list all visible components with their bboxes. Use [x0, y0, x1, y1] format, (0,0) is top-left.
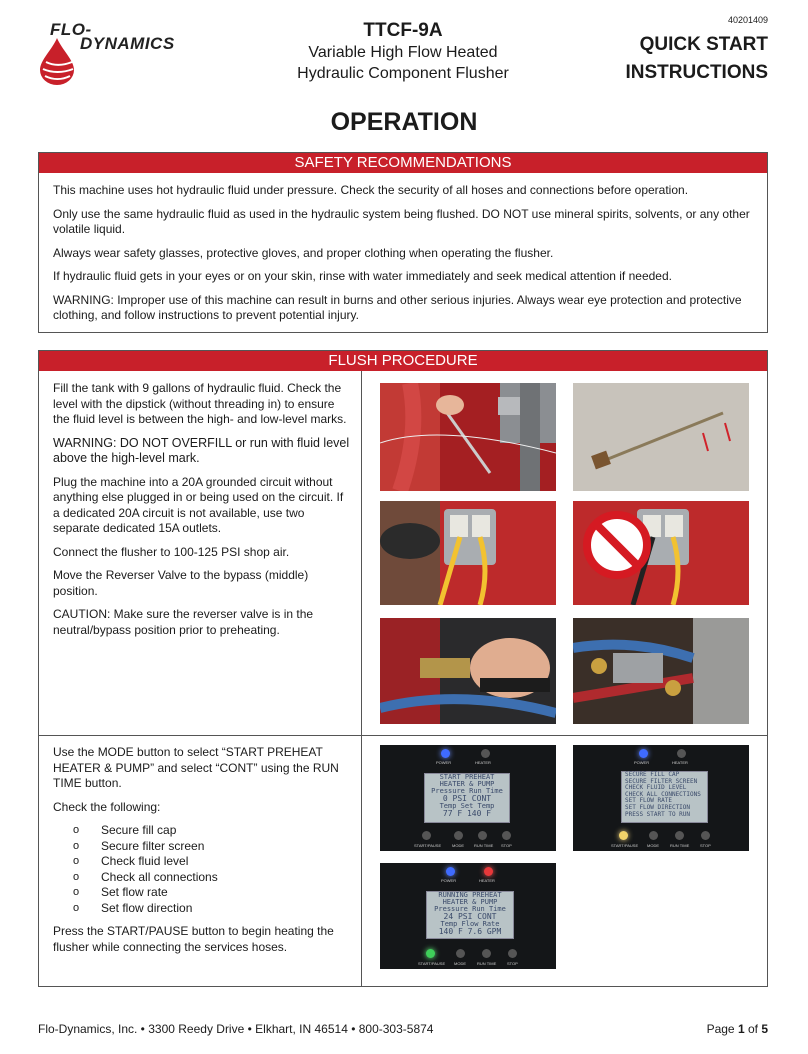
- page-prefix: Page: [706, 1022, 738, 1036]
- subtitle-line-2: Hydraulic Component Flusher: [297, 65, 509, 82]
- lcd-screen: [426, 891, 514, 939]
- lcd-line: Temp Set Temp: [439, 802, 495, 810]
- photo-valve-closeup: [573, 618, 749, 724]
- lcd-line: Pressure Run Time: [431, 787, 503, 795]
- step1-paragraph: Connect the flusher to 100-125 PSI shop air.: [53, 544, 290, 559]
- lcd-line: START PREHEAT: [439, 773, 495, 781]
- run-time-label: RUN TIME: [477, 961, 497, 966]
- start-pause-label: START/PAUSE: [418, 961, 446, 966]
- stop-button: [508, 949, 517, 958]
- photo-reverser-valve-hand: [380, 618, 556, 724]
- power-label: POWER: [436, 760, 452, 765]
- checklist-item: o Secure fill cap: [73, 823, 353, 839]
- photo-outlets: [380, 501, 556, 605]
- power-label: POWER: [441, 878, 457, 883]
- step1-paragraph: Fill the tank with 9 gallons of hydraulic fluid. Check the level with the dipstick (without threading in) to ensure the fluid level is between the high- and low-level marks.: [53, 381, 347, 426]
- model-number: TTCF-9A: [363, 20, 443, 41]
- row-divider: [39, 735, 767, 736]
- lcd-line: CHECK ALL CONNECTIONS: [625, 790, 701, 798]
- control-panel-preheat: [380, 745, 556, 851]
- checklist-item: o Set flow rate: [73, 885, 353, 901]
- step2-text: [53, 745, 353, 963]
- start-pause-label: START/PAUSE: [414, 843, 442, 848]
- lcd-line: SECURE FILTER SCREEN: [625, 777, 698, 785]
- footer-address: Flo-Dynamics, Inc. • 3300 Reedy Drive • Elkhart, IN 46514 • 800-303-5874: [38, 1022, 434, 1036]
- photo-outlets-prohibited: [573, 501, 749, 605]
- lcd-line: SET FLOW RATE: [625, 797, 672, 805]
- stop-button: [502, 831, 511, 840]
- run-time-label: RUN TIME: [670, 843, 690, 848]
- heater-led-icon: [481, 749, 490, 758]
- step2-check: Check the following:: [53, 799, 161, 814]
- power-label: POWER: [634, 760, 650, 765]
- step1-text: [53, 381, 353, 646]
- safety-paragraph: If hydraulic fluid gets in your eyes or on your skin, rinse with water immediately and seek medical attention if needed.: [53, 269, 672, 283]
- mode-button: [649, 831, 658, 840]
- checklist-item: o Secure filter screen: [73, 839, 353, 855]
- checklist: [73, 823, 353, 916]
- page-heading: OPERATION: [330, 108, 478, 136]
- run-time-label: RUN TIME: [474, 843, 494, 848]
- stop-label: STOP: [501, 843, 512, 848]
- safety-paragraph: Always wear safety glasses, protective gloves, and proper clothing when operating the flusher.: [53, 245, 554, 260]
- step1-caution: CAUTION: Make sure the reverser valve is in the neutral/bypass position prior to preheating.: [53, 607, 314, 637]
- current-page: 1: [737, 1022, 745, 1036]
- mode-label: MODE: [454, 961, 466, 966]
- start-pause-button: [426, 949, 435, 958]
- start-pause-button: [619, 831, 628, 840]
- step1-warning: WARNING: DO NOT OVERFILL or run with fluid level above the high-level mark.: [53, 435, 350, 465]
- lcd-line: 77 F 140 F: [442, 809, 492, 818]
- safety-heading: SAFETY RECOMMENDATIONS: [39, 153, 767, 173]
- step1-paragraph: Move the Reverser Valve to the bypass (middle) position.: [53, 568, 309, 598]
- lcd-line: HEATER & PUMP: [442, 898, 498, 906]
- quick-start-title: [608, 31, 768, 87]
- quick-start-line-2: INSTRUCTIONS: [625, 62, 768, 83]
- power-led-icon: [639, 749, 648, 758]
- lcd-screen: [621, 771, 708, 823]
- flush-heading: FLUSH PROCEDURE: [39, 351, 767, 371]
- step1-paragraph: Plug the machine into a 20A grounded circuit without anything else plugged in or being used on the circuit. If a dedicated 20A circuit is not available, use two separate dedicated 15A outlets.: [53, 474, 344, 535]
- mode-button: [456, 949, 465, 958]
- power-led-icon: [441, 749, 450, 758]
- document-number: 40201409: [727, 15, 768, 25]
- run-time-button: [675, 831, 684, 840]
- mode-label: MODE: [452, 843, 464, 848]
- run-time-button: [478, 831, 487, 840]
- lcd-line: SECURE FILL CAP: [625, 771, 680, 778]
- heater-label: HEATER: [475, 760, 491, 765]
- lcd-line: CHECK FLUID LEVEL: [625, 784, 687, 792]
- safety-section: [38, 152, 768, 333]
- control-panel-running: [380, 863, 556, 969]
- safety-paragraph: This machine uses hot hydraulic fluid under pressure. Check the security of all hoses and connections before operation.: [53, 183, 689, 197]
- photo-dipstick: [573, 383, 749, 491]
- step2-outro: Press the START/PAUSE button to begin heating the flusher while connecting the services hoses.: [53, 924, 334, 954]
- total-pages: 5: [761, 1022, 768, 1036]
- heater-label: HEATER: [672, 760, 688, 765]
- step2-intro: Use the MODE button to select “START PREHEAT HEATER & PUMP” and select “CONT” using the RUN TIME button.: [53, 745, 339, 790]
- safety-paragraph: Only use the same hydraulic fluid as used in the hydraulic system being flushed. DO NOT use mineral spirits, solvents, or any other volatile liquid.: [53, 206, 750, 236]
- heater-led-icon: [677, 749, 686, 758]
- safety-body: [39, 173, 767, 324]
- mode-label: MODE: [647, 843, 659, 848]
- page-number: [707, 1022, 768, 1036]
- heater-label: HEATER: [479, 878, 495, 883]
- lcd-line: 0 PSI CONT: [442, 794, 492, 803]
- start-pause-button: [422, 831, 431, 840]
- photo-dipstick-in-tank: [380, 383, 556, 491]
- checklist-item: o Check fluid level: [73, 854, 353, 870]
- lcd-line: Pressure Run Time: [434, 905, 506, 913]
- logo-text-bottom: DYNAMICS: [80, 34, 175, 53]
- stop-label: STOP: [507, 961, 518, 966]
- control-panel-checklist: [573, 745, 749, 851]
- stop-label: STOP: [700, 843, 711, 848]
- checklist-item: o Check all connections: [73, 870, 353, 886]
- subtitle-line-1: Variable High Flow Heated: [308, 44, 498, 61]
- lcd-line: SET FLOW DIRECTION: [625, 803, 691, 811]
- mode-button: [454, 831, 463, 840]
- lcd-line: 140 F 7.6 GPM: [438, 927, 502, 936]
- lcd-screen: [424, 773, 510, 823]
- column-divider: [361, 371, 362, 987]
- lcd-line: 24 PSI CONT: [443, 912, 497, 921]
- lcd-line: RUNNING PREHEAT: [438, 891, 502, 899]
- power-led-icon: [446, 867, 455, 876]
- page-of: of: [744, 1022, 762, 1036]
- stop-button: [701, 831, 710, 840]
- start-pause-label: START/PAUSE: [611, 843, 639, 848]
- checklist-item: o Set flow direction: [73, 901, 353, 917]
- run-time-button: [482, 949, 491, 958]
- heater-led-icon: [484, 867, 493, 876]
- lcd-line: HEATER & PUMP: [439, 780, 495, 788]
- logo-text-top: FLO-: [50, 20, 92, 39]
- company-logo: [36, 20, 206, 90]
- safety-paragraph: WARNING: Improper use of this machine can result in burns and other serious injuries. Always wear eye protection and protective clothing, and follow instructions to prevent potential injury.: [53, 292, 742, 322]
- lcd-line: PRESS START TO RUN: [625, 810, 691, 818]
- title-block: [240, 20, 566, 84]
- quick-start-line-1: QUICK START: [639, 34, 768, 55]
- drop-logo-icon: [36, 36, 78, 86]
- lcd-line: Temp Flow Rate: [440, 920, 500, 928]
